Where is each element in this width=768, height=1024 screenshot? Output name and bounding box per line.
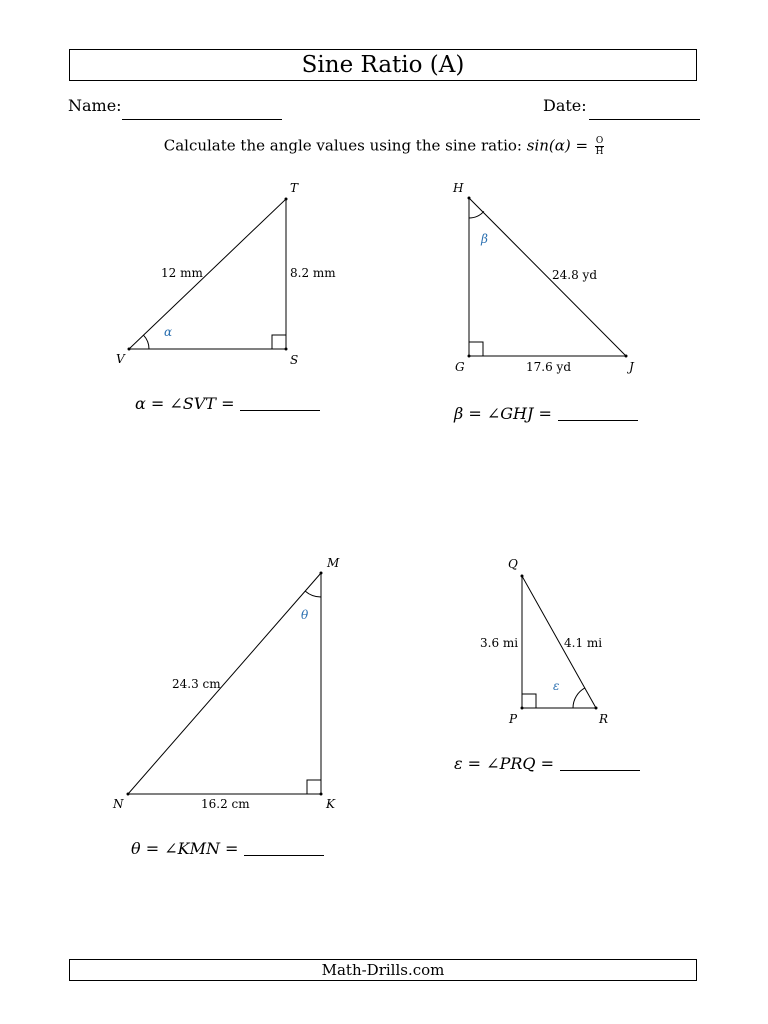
side-label-hypotenuse-24-3cm: 24.3 cm xyxy=(172,677,221,691)
answer-blank-4[interactable] xyxy=(560,770,640,771)
answer-row-1 xyxy=(135,394,320,413)
answer-row-4 xyxy=(454,754,640,773)
vertex-label-r: R xyxy=(599,712,609,726)
date-label: Date: xyxy=(543,96,587,115)
fraction-denominator: H xyxy=(595,147,604,157)
side-label-opposite-3-6mi: 3.6 mi xyxy=(480,636,519,650)
right-angle-marker-s xyxy=(272,335,286,349)
vertex-label-s: S xyxy=(290,353,299,367)
worksheet-title: Sine Ratio (A) xyxy=(69,49,697,81)
angle-label-alpha: α xyxy=(164,325,173,339)
angle-label-epsilon: ε xyxy=(553,679,560,693)
name-label: Name: xyxy=(68,96,122,115)
right-angle-marker-p xyxy=(522,694,536,708)
answer-prompt-3: θ = ∠KMN = xyxy=(131,839,239,858)
answer-prompt-1: α = ∠SVT = xyxy=(135,394,235,413)
vertex-label-k: K xyxy=(326,797,335,811)
triangle-mnk xyxy=(128,573,321,794)
right-angle-marker-k xyxy=(307,780,321,794)
side-label-opposite-16-2cm: 16.2 cm xyxy=(201,797,250,811)
right-angle-marker-g xyxy=(469,342,483,356)
footer-credit: Math-Drills.com xyxy=(69,959,697,981)
triangle-vst xyxy=(129,199,286,349)
angle-arc-alpha xyxy=(144,335,150,349)
vertex-label-v: V xyxy=(116,352,125,366)
vertex-label-h: H xyxy=(453,181,464,195)
vertex-label-t: T xyxy=(290,181,299,195)
sine-formula: sin(α) = xyxy=(526,136,589,155)
fraction-numerator: O xyxy=(595,136,604,146)
angle-arc-theta xyxy=(305,591,321,597)
vertex-label-q: Q xyxy=(508,557,518,571)
side-label-opposite-8-2mm: 8.2 mm xyxy=(290,266,336,280)
angle-arc-epsilon xyxy=(573,688,585,708)
instruction-text: Calculate the angle values using the sine ratio: xyxy=(163,136,527,155)
answer-row-3 xyxy=(131,839,324,858)
angle-label-theta: θ xyxy=(301,608,309,622)
answer-blank-1[interactable] xyxy=(240,410,320,411)
triangle-hgj xyxy=(469,198,626,356)
answer-prompt-4: ε = ∠PRQ = xyxy=(454,754,554,773)
answer-prompt-2: β = ∠GHJ = xyxy=(454,404,552,423)
answer-blank-2[interactable] xyxy=(558,420,638,421)
angle-arc-beta xyxy=(469,211,484,218)
vertex-label-g: G xyxy=(455,360,465,374)
vertex-label-p: P xyxy=(509,712,518,726)
side-label-hypotenuse-12mm: 12 mm xyxy=(161,266,203,280)
answer-blank-3[interactable] xyxy=(244,855,324,856)
side-label-hypotenuse-24-8yd: 24.8 yd xyxy=(552,268,597,282)
side-label-hypotenuse-4-1mi: 4.1 mi xyxy=(564,636,603,650)
vertex-label-n: N xyxy=(113,797,124,811)
vertex-label-m: M xyxy=(327,556,340,570)
answer-row-2 xyxy=(454,404,638,423)
side-label-adjacent-17-6yd: 17.6 yd xyxy=(526,360,571,374)
vertex-label-j: J xyxy=(629,360,634,374)
angle-label-beta: β xyxy=(481,232,488,246)
